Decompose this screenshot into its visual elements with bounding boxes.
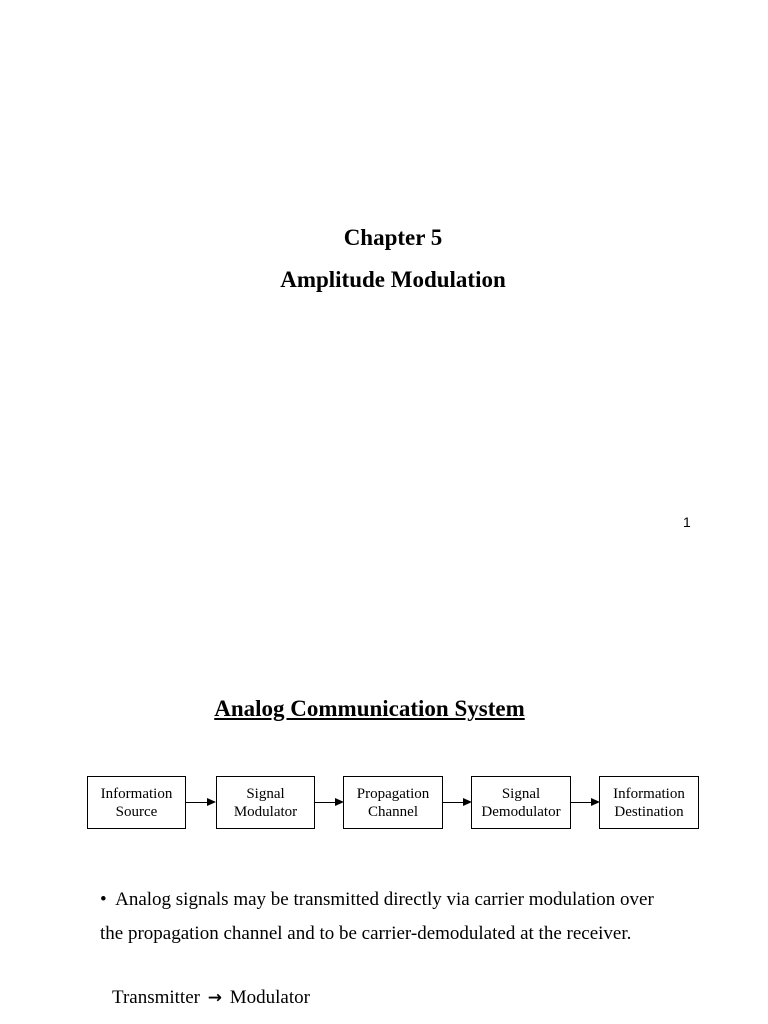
block-label-line1: Information — [613, 785, 685, 802]
bullet-text-line-1 — [100, 888, 654, 912]
block-information-destination — [599, 776, 699, 829]
block-propagation-channel — [343, 776, 443, 829]
mapping-left: Transmitter — [112, 987, 200, 1008]
block-label-line2: Channel — [368, 803, 418, 820]
block-diagram — [0, 770, 768, 840]
block-label-line2: Source — [115, 803, 158, 820]
chapter-title: Amplitude Modulation — [280, 267, 506, 292]
connector-line — [315, 802, 335, 803]
block-label-line1: Signal — [501, 785, 541, 802]
section-heading: Analog Communication System — [214, 696, 525, 721]
block-signal-modulator — [216, 776, 315, 829]
block-label-line2: Demodulator — [481, 803, 561, 820]
connector-line — [571, 802, 591, 803]
page-number: 1 — [683, 514, 691, 530]
mapping-right: Modulator — [229, 987, 310, 1008]
block-label-line2: Modulator — [233, 803, 298, 820]
chapter-number: Chapter 5 — [343, 225, 443, 250]
block-label-line1: Information — [100, 785, 173, 802]
arrow-head-icon — [207, 798, 216, 806]
bullet-text-line-2: the propagation channel and to be carrier-demodulated at the receiver. — [100, 923, 632, 944]
block-label-line1: Propagation — [356, 785, 430, 802]
bullet-text: Analog signals may be transmitted directly via carrier modulation over — [115, 889, 654, 910]
block-information-source — [87, 776, 186, 829]
mapping-line — [112, 986, 310, 1010]
block-label-line2: Destination — [614, 803, 684, 820]
connector-line — [186, 802, 207, 803]
bullet-marker: • — [100, 889, 107, 910]
right-arrow-icon: → — [207, 988, 222, 1008]
block-label-line1: Signal — [246, 785, 285, 802]
connector-line — [443, 802, 463, 803]
block-signal-demodulator — [471, 776, 571, 829]
